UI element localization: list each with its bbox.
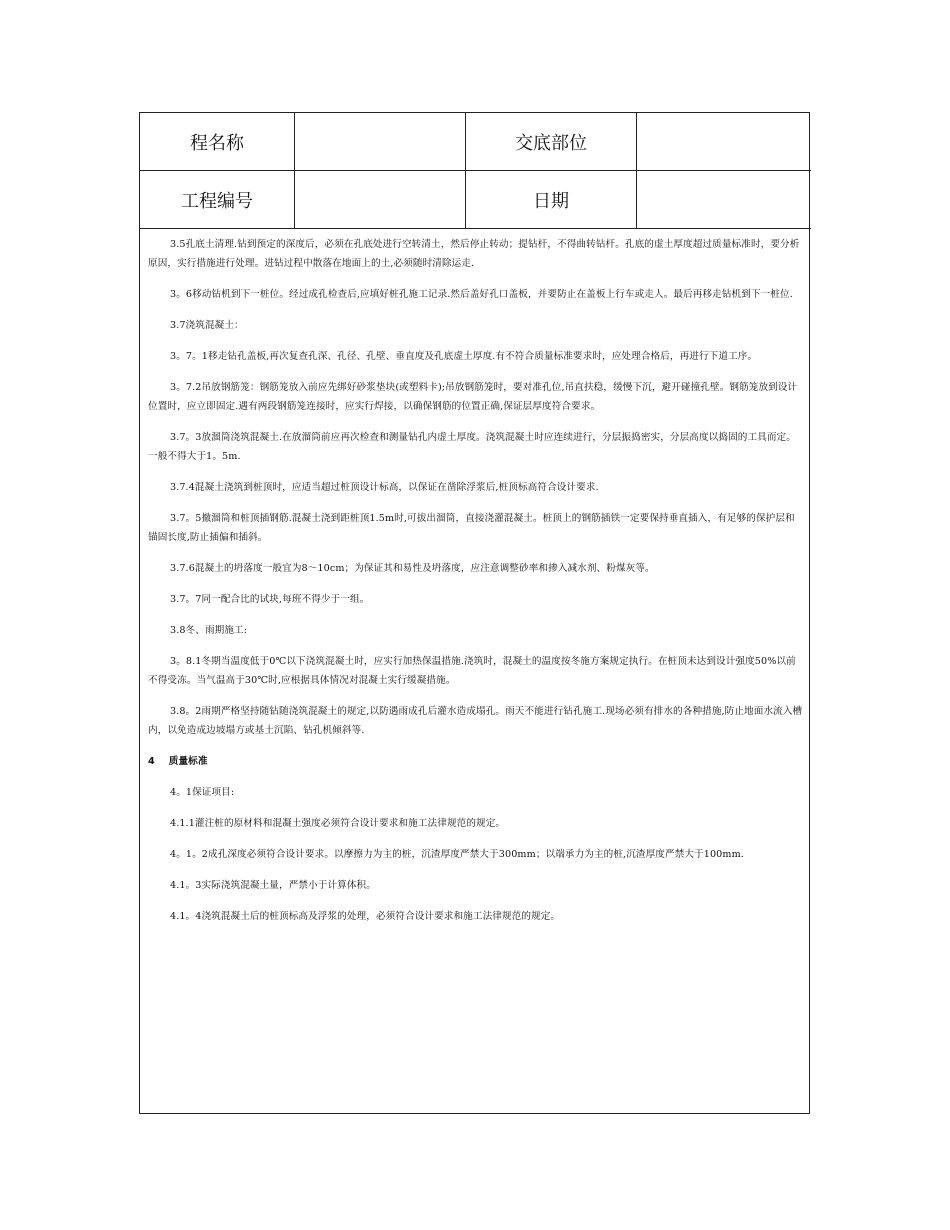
project-name-value	[295, 113, 466, 171]
location-value	[637, 113, 811, 171]
paragraph: 4.1。4浇筑混凝土后的桩顶标高及浮浆的处理，必须符合设计要求和施工法律规范的规定。	[170, 911, 561, 922]
section-heading	[148, 752, 803, 771]
paragraph: 4。1。2成孔深度必须符合设计要求。以摩擦力为主的桩，沉渣厚度严禁大于300mm；以端承力为主的桩,沉渣厚度严禁大于100mm.	[170, 849, 744, 860]
section-number: 4	[148, 756, 155, 767]
project-no-value	[295, 171, 466, 229]
paragraph: 3.8冬、雨期施工:	[170, 625, 248, 636]
paragraph: 3.8。2雨期严格坚持随钻随浇筑混凝土的规定,以防遇雨成孔后灌水造成塌孔。雨天不能进行钻孔施工.现场必须有排水的各种措施,防止地面水流入槽内，以免造成边坡塌方或基土沉陷、钻孔机倾斜等.	[148, 706, 803, 736]
section-title: 质量标准	[168, 756, 208, 767]
paragraph: 3.7.6混凝土的坍落度一般宜为8～10cm；为保证其和易性及坍落度，应注意调整砂率和掺入减水剂、粉煤灰等。	[170, 563, 655, 574]
content-body	[140, 229, 809, 926]
project-no-label: 工程编号	[140, 171, 295, 229]
date-label: 日期	[466, 171, 637, 229]
paragraph: 4.1。3实际浇筑混凝土量，严禁小于计算体积。	[170, 880, 376, 891]
location-label: 交底部位	[466, 113, 637, 171]
paragraph: 3。8.1冬期当温度低于0℃以下浇筑混凝土时，应实行加热保温措施.浇筑时，混凝土的温度按冬施方案规定执行。在桩顶未达到设计强度50%以前不得受冻。当气温高于30℃时,应根据具体情况对混凝土实行缓凝措施。	[148, 656, 796, 686]
paragraph: 3.5孔底土清理.钻到预定的深度后，必须在孔底处进行空转清土，然后停止转动；提钻杆，不得曲转钻杆。孔底的虚土厚度超过质量标准时，要分析原因，实行措施进行处理。进钻过程中散落在地面上的土,必须随时清除运走.	[148, 239, 800, 269]
date-value	[637, 171, 811, 229]
paragraph: 3.7浇筑混凝土：	[170, 320, 244, 331]
disclosure-form	[139, 112, 810, 1114]
project-name-label: 程名称	[140, 113, 295, 171]
paragraph: 3。7。1移走钻孔盖板,再次复查孔深、孔径、孔壁、垂直度及孔底虚土厚度.有不符合质量标准要求时，应处理合格后，再进行下道工序。	[170, 351, 758, 362]
paragraph: 4.1.1灌注桩的原材料和混凝土强度必须符合设计要求和施工法律规范的规定。	[170, 818, 506, 829]
paragraph: 3。7.2吊放钢筋笼：钢筋笼放入前应先绑好砂浆垫块(或塑料卡);吊放钢筋笼时，要对准孔位,吊直扶稳，缓慢下沉，避开碰撞孔壁。钢筋笼放到设计位置时，应立即固定.遇有两段钢筋笼连接时，应实行焊接，以确保钢筋的位置正确,保证层厚度符合要求。	[148, 382, 798, 412]
paragraph: 3.7。7同一配合比的试块,每班不得少于一组。	[170, 594, 370, 605]
paragraph: 4。1保证项目:	[170, 787, 235, 798]
paragraph: 3.7。3放溜筒浇筑混凝土.在放溜筒前应再次检查和测量钻孔内虚土厚度。浇筑混凝土时应连续进行，分层振捣密实，分层高度以捣固的工具而定。一般不得大于1。5m.	[148, 432, 796, 462]
header-grid	[140, 113, 809, 229]
paragraph: 3.7。5撤溜筒和桩顶插钢筋.混凝土浇到距桩顶1.5m时,可拔出溜筒，直接浇灌混凝土。桩顶上的钢筋插铁一定要保持垂直插入，有足够的保护层和锚固长度,防止插偏和插斜。	[148, 513, 795, 543]
paragraph: 3。6移动钻机到下一桩位。经过成孔检查后,应填好桩孔施工记录.然后盖好孔口盖板，并要防止在盖板上行车或走人。最后再移走钻机到下一桩位.	[170, 289, 793, 300]
paragraph: 3.7.4混凝土浇筑到桩顶时，应适当超过桩顶设计标高，以保证在凿除浮浆后,桩顶标高符合设计要求.	[170, 482, 599, 493]
